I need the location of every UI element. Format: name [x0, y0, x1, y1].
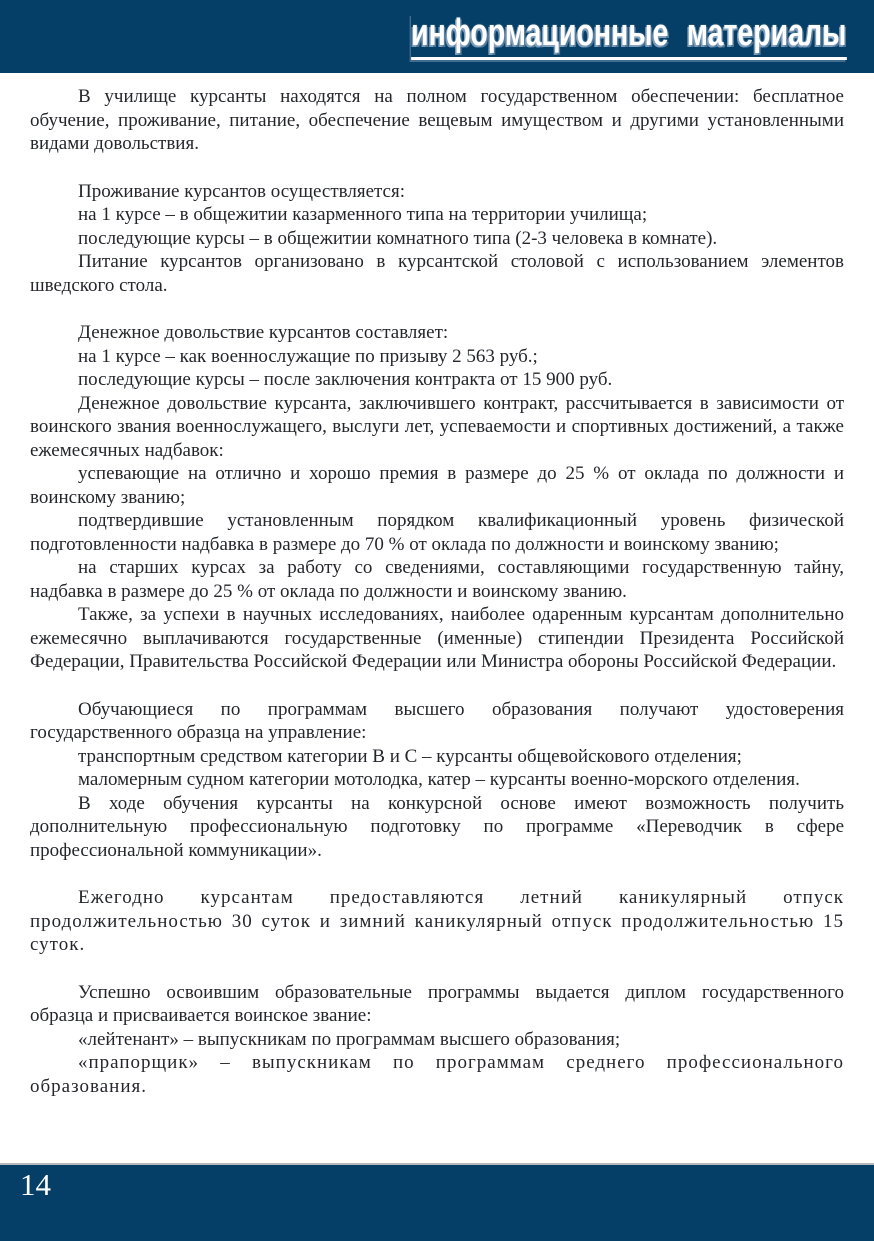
paragraph: подтвердившие установленным порядком квалификационный уровень физической подготовленности надбавка в размере до 70 % от оклада по должности и воинскому званию; [30, 510, 844, 555]
page-title: информационные материалы [411, 14, 846, 60]
header-bar [0, 0, 874, 73]
section [30, 85, 844, 156]
paragraph: Обучающиеся по программам высшего образования получают удостоверения государственного образца на управление: [30, 698, 844, 743]
section [30, 180, 844, 298]
paragraph: транспортным средством категории В и С – курсанты общевойскового отделения; [78, 745, 742, 767]
paragraph: маломерным судном категории мотолодка, катер – курсанты военно-морского отделения. [78, 769, 800, 790]
section [30, 886, 844, 957]
document-body [0, 73, 874, 1163]
paragraph: Успешно освоившим образовательные программы выдается диплом государственного образца и присваивается воинское звание: [30, 981, 844, 1026]
paragraph: Питание курсантов организовано в курсантской столовой с использованием элементов шведского стола. [30, 251, 844, 296]
paragraph: Также, за успехи в научных исследованиях, наиболее одаренным курсантам дополнительно ежемесячно выплачиваются государственные (именные) стипендии Президента Российской Федерации, Правительства Российской Федерации или Министра обороны Российской Федерации. [30, 604, 844, 672]
paragraph: «прапорщик» – выпускникам по программам среднего профессионального образования. [30, 1052, 844, 1097]
paragraph: В училище курсанты находятся на полном государственном обеспечении: бесплатное обучение, проживание, питание, обеспечение вещевым имуществом и другими установленными видами довольствия. [30, 86, 844, 154]
section [30, 981, 844, 1099]
paragraph: последующие курсы – после заключения контракта от 15 900 руб. [78, 369, 613, 390]
paragraph: Денежное довольствие курсанта, заключившего контракт, рассчитывается в зависимости от воинского звания военнослужащего, выслуги лет, успеваемости и спортивных достижений, а также ежемесячных надбавок: [30, 392, 844, 461]
paragraph: «лейтенант» – выпускникам по программам высшего образования; [78, 1028, 621, 1050]
section [30, 698, 844, 863]
paragraph: В ходе обучения курсанты на конкурсной основе имеют возможность получить дополнительную профессиональную подготовку по программе «Переводчик в сфере профессиональной коммуникации». [30, 792, 844, 861]
page-number: 14 [20, 1167, 51, 1202]
paragraph: Денежное довольствие курсантов составляет: [78, 322, 449, 343]
section [30, 321, 844, 674]
paragraph: Ежегодно курсантам предоставляются летний каникулярный отпуск продолжительностью 30 суток и зимний каникулярный отпуск продолжительностью 15 суток. [30, 887, 844, 955]
paragraph: на 1 курсе – как военнослужащие по призыву 2 563 руб.; [78, 345, 538, 367]
paragraph: успевающие на отлично и хорошо премия в размере до 25 % от оклада по должности и воинскому званию; [30, 463, 844, 508]
paragraph: на 1 курсе – в общежитии казарменного типа на территории училища; [78, 204, 648, 225]
paragraph: последующие курсы – в общежитии комнатного типа (2-3 человека в комнате). [78, 227, 718, 249]
paragraph: на старших курсах за работу со сведениями, составляющими государственную тайну, надбавка в размере до 25 % от оклада по должности и воинскому званию. [30, 557, 844, 602]
paragraph: Проживание курсантов осуществляется: [78, 180, 406, 202]
footer-bar [0, 1163, 874, 1241]
